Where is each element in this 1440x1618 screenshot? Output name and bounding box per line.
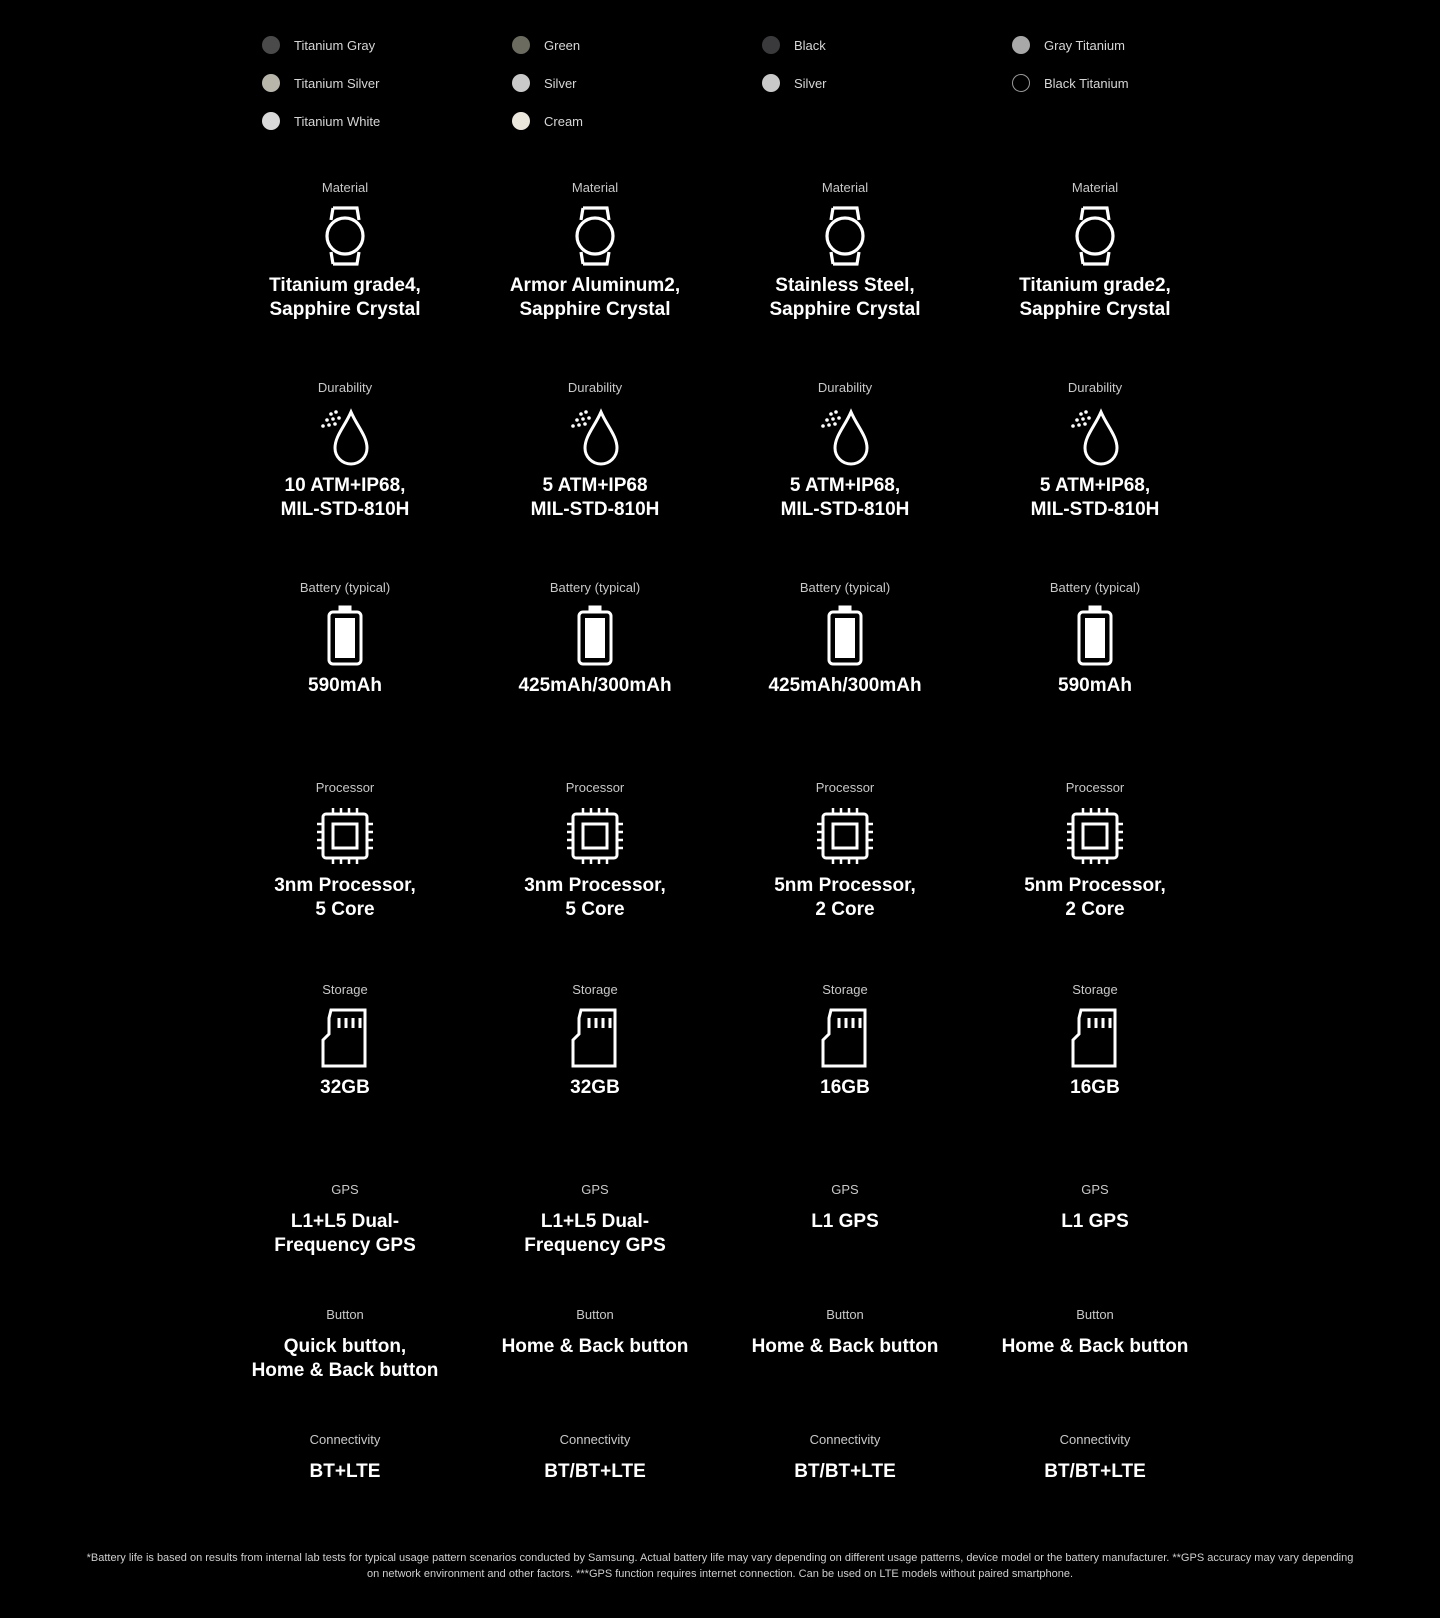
color-name: Black [794,37,826,53]
color-swatch[interactable] [1012,36,1030,54]
water-drop-icon [813,400,877,472]
battery-label: Battery (typical) [549,580,641,595]
storage-label: Storage [1072,982,1118,997]
durability-value: 10 ATM+IP68, MIL-STD-810H [280,475,410,520]
processor-spec [220,740,470,942]
button-value: Home & Back button [501,1336,689,1357]
connectivity-spec [720,1392,970,1492]
gps-spec [220,1142,470,1267]
connectivity-value: BT+LTE [309,1461,381,1482]
button-spec [720,1267,970,1392]
battery-label: Battery (typical) [799,580,891,595]
processor-value: 5nm Processor, 2 Core [774,875,916,920]
material-label: Material [821,180,869,195]
processor-spec [970,740,1220,942]
model-column [970,0,1220,1492]
color-option[interactable] [762,64,970,102]
color-name: Black Titanium [1044,75,1129,91]
watch-icon [567,200,623,272]
sd-card-icon [1069,1002,1121,1074]
processor-spec [720,740,970,942]
connectivity-spec [470,1392,720,1492]
connectivity-value: BT/BT+LTE [544,1461,646,1482]
material-label: Material [321,180,369,195]
color-options [470,0,720,140]
durability-spec [470,340,720,540]
color-option[interactable] [762,26,970,64]
button-label: Button [1076,1307,1114,1322]
durability-value: 5 ATM+IP68 MIL-STD-810H [530,475,660,520]
gps-spec [470,1142,720,1267]
processor-label: Processor [815,780,875,795]
material-value: Armor Aluminum2, Sapphire Crystal [509,275,681,320]
processor-chip-icon [563,800,627,872]
durability-label: Durability [317,380,373,395]
watch-icon [1067,200,1123,272]
processor-label: Processor [565,780,625,795]
gps-spec [720,1142,970,1267]
durability-spec [220,340,470,540]
gps-value: L1 GPS [1061,1211,1129,1232]
footnote: *Battery life is based on results from internal lab tests for typical usage pattern scenarios conducted by Samsung. Actual battery life may vary depending on different usage patterns, device model or the battery manufacturer. **GPS accuracy may vary depending on network environment and other factors. ***GPS function requires internet connection. Can be used on LTE models without paired smartphone. [86,1552,1354,1580]
material-value: Titanium grade2, Sapphire Crystal [1019,275,1171,320]
comparison-columns [220,0,1220,1492]
battery-icon [1073,600,1117,672]
durability-label: Durability [817,380,873,395]
watch-icon [317,200,373,272]
storage-spec [970,942,1220,1142]
watch-icon [817,200,873,272]
material-value: Stainless Steel, Sapphire Crystal [769,275,921,320]
storage-value: 32GB [570,1077,620,1098]
processor-value: 3nm Processor, 5 Core [274,875,416,920]
color-swatch[interactable] [512,36,530,54]
color-options [970,0,1220,140]
battery-icon [323,600,367,672]
color-name: Green [544,37,581,53]
button-value: Quick button, Home & Back button [251,1336,439,1381]
water-drop-icon [563,400,627,472]
processor-chip-icon [1063,800,1127,872]
material-spec [220,140,470,340]
battery-spec [720,540,970,740]
color-swatch[interactable] [1012,74,1030,92]
connectivity-value: BT/BT+LTE [794,1461,896,1482]
battery-spec [470,540,720,740]
color-option[interactable] [262,64,470,102]
connectivity-label: Connectivity [1059,1432,1131,1447]
button-spec [970,1267,1220,1392]
water-drop-icon [313,400,377,472]
water-drop-icon [1063,400,1127,472]
connectivity-label: Connectivity [309,1432,381,1447]
color-option[interactable] [262,26,470,64]
button-value: Home & Back button [1001,1336,1189,1357]
storage-label: Storage [572,982,618,997]
color-option[interactable] [512,64,720,102]
color-swatch[interactable] [262,112,280,130]
material-spec [720,140,970,340]
connectivity-label: Connectivity [559,1432,631,1447]
color-name: Titanium Gray [294,37,376,53]
gps-label: GPS [331,1182,359,1197]
battery-label: Battery (typical) [1049,580,1141,595]
sd-card-icon [319,1002,371,1074]
material-value: Titanium grade4, Sapphire Crystal [269,275,421,320]
gps-value: L1+L5 Dual- Frequency GPS [274,1211,416,1256]
processor-label: Processor [315,780,375,795]
color-option[interactable] [262,102,470,140]
storage-value: 16GB [1070,1077,1120,1098]
connectivity-spec [220,1392,470,1492]
material-spec [970,140,1220,340]
sd-card-icon [569,1002,621,1074]
model-column [220,0,470,1492]
color-option[interactable] [512,26,720,64]
color-options [720,0,970,140]
button-spec [470,1267,720,1392]
processor-value: 3nm Processor, 5 Core [524,875,666,920]
battery-icon [573,600,617,672]
color-option[interactable] [512,102,720,140]
gps-label: GPS [1081,1182,1109,1197]
storage-value: 32GB [320,1077,370,1098]
color-swatch[interactable] [762,74,780,92]
material-label: Material [571,180,619,195]
material-label: Material [1071,180,1119,195]
color-option[interactable] [1012,64,1220,102]
battery-value: 425mAh/300mAh [768,675,922,696]
color-name: Titanium Silver [294,75,380,91]
connectivity-spec [970,1392,1220,1492]
button-spec [220,1267,470,1392]
color-name: Silver [544,75,577,91]
processor-label: Processor [1065,780,1125,795]
battery-value: 425mAh/300mAh [518,675,672,696]
color-name: Silver [794,75,827,91]
color-option[interactable] [1012,26,1220,64]
button-label: Button [576,1307,614,1322]
battery-value: 590mAh [1058,675,1132,696]
connectivity-label: Connectivity [809,1432,881,1447]
processor-value: 5nm Processor, 2 Core [1024,875,1166,920]
color-name: Titanium White [294,113,381,129]
color-name: Cream [544,113,584,129]
battery-label: Battery (typical) [299,580,391,595]
durability-value: 5 ATM+IP68, MIL-STD-810H [1030,475,1160,520]
storage-spec [470,942,720,1142]
connectivity-value: BT/BT+LTE [1044,1461,1146,1482]
durability-spec [970,340,1220,540]
durability-spec [720,340,970,540]
storage-value: 16GB [820,1077,870,1098]
storage-label: Storage [322,982,368,997]
storage-label: Storage [822,982,868,997]
battery-value: 590mAh [308,675,382,696]
color-swatch[interactable] [512,112,530,130]
gps-label: GPS [831,1182,859,1197]
gps-value: L1 GPS [811,1211,879,1232]
color-swatch[interactable] [262,74,280,92]
processor-spec [470,740,720,942]
durability-value: 5 ATM+IP68, MIL-STD-810H [780,475,910,520]
material-spec [470,140,720,340]
gps-label: GPS [581,1182,609,1197]
model-column [720,0,970,1492]
processor-chip-icon [813,800,877,872]
button-value: Home & Back button [751,1336,939,1357]
button-label: Button [326,1307,364,1322]
sd-card-icon [819,1002,871,1074]
storage-spec [720,942,970,1142]
gps-spec [970,1142,1220,1267]
button-label: Button [826,1307,864,1322]
durability-label: Durability [567,380,623,395]
storage-spec [220,942,470,1142]
battery-spec [220,540,470,740]
gps-value: L1+L5 Dual- Frequency GPS [524,1211,666,1256]
color-swatch[interactable] [762,36,780,54]
processor-chip-icon [313,800,377,872]
battery-icon [823,600,867,672]
color-swatch[interactable] [262,36,280,54]
color-swatch[interactable] [512,74,530,92]
color-name: Gray Titanium [1044,37,1125,53]
model-column [470,0,720,1492]
color-options [220,0,470,140]
battery-spec [970,540,1220,740]
durability-label: Durability [1067,380,1123,395]
